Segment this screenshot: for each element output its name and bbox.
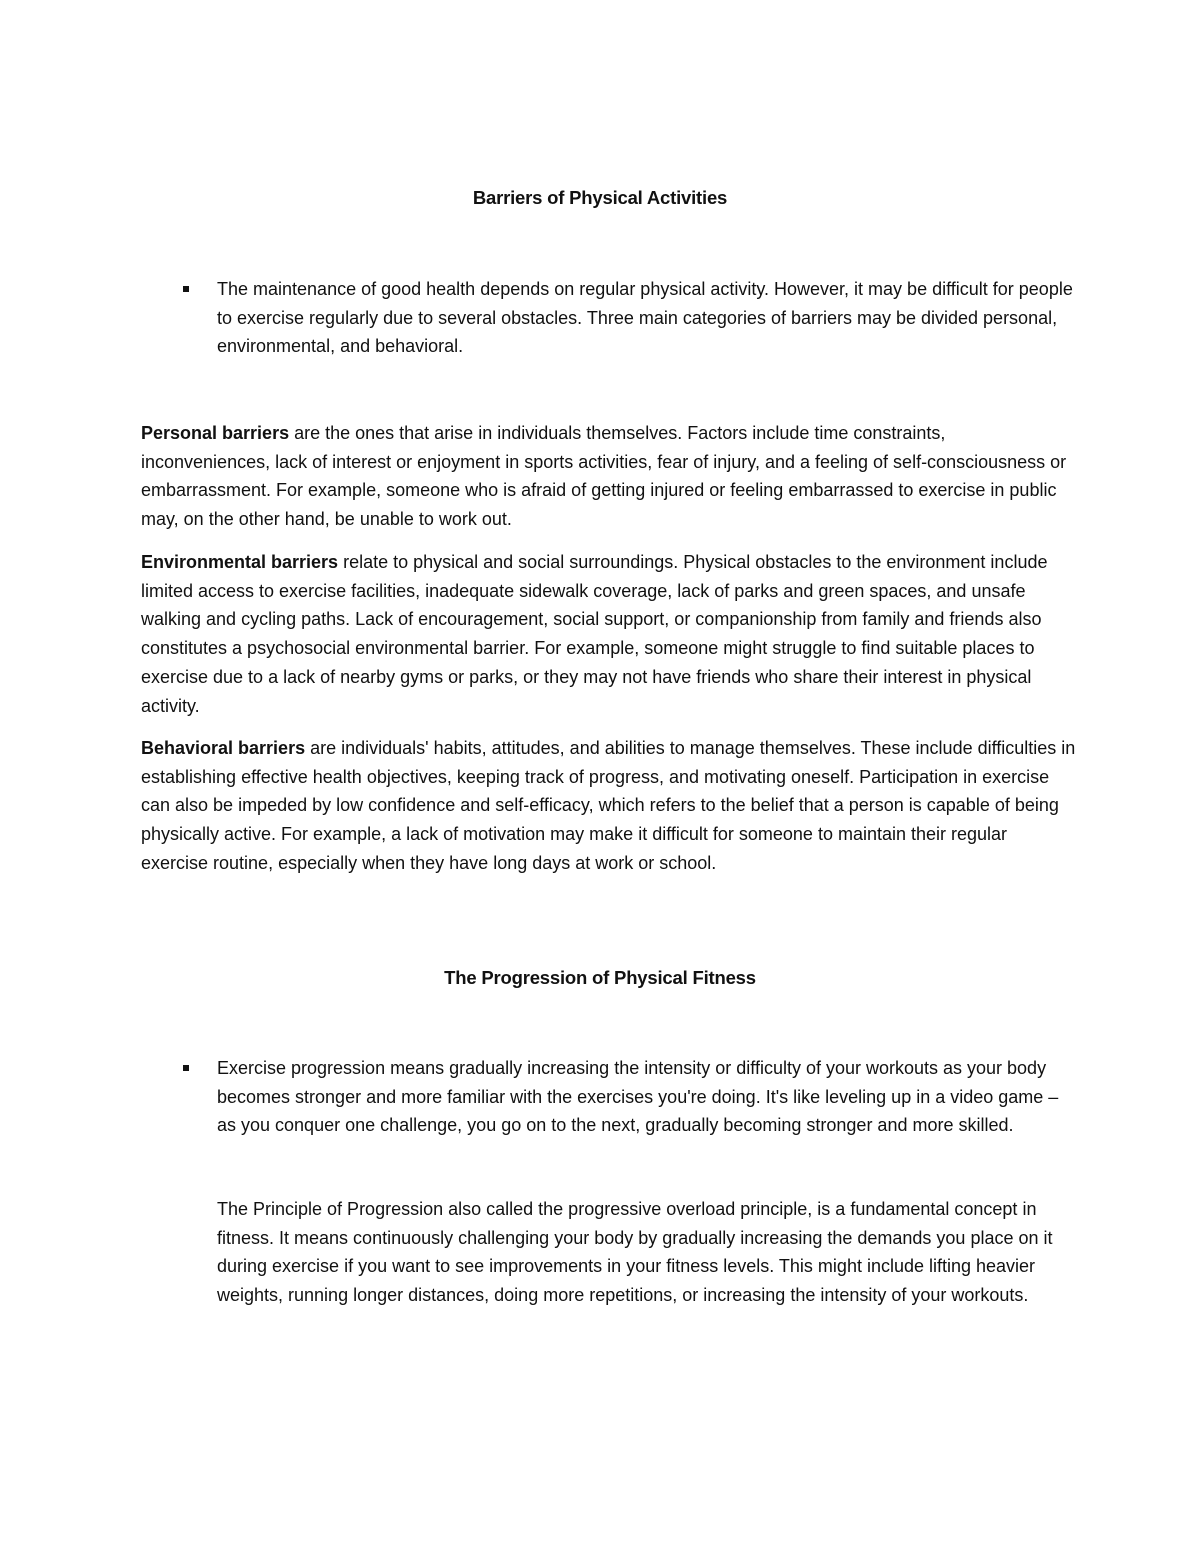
bullet-icon [183,286,189,292]
environmental-barriers-paragraph [141,548,1076,720]
intro-bullet-text: The maintenance of good health depends on regular physical activity. However, it may be difficult for people to exercise regularly due to several obstacles. Three main categories of barriers may be divided personal, environmental, and behavioral. [217,279,1073,357]
behavioral-barriers-text: are individuals' habits, attitudes, and abilities to manage themselves. These include difficulties in establishing effective health objectives, keeping track of progress, and motivating oneself. Participation in exercise can also be impeded by low confidence and self-efficacy, which refers to the belief that a person is capable of being physically active. For example, a lack of motivation may make it difficult for someone to maintain their regular exercise routine, especially when they have long days at work or school. [141,738,1076,873]
personal-barriers-term: Personal barriers [141,423,290,443]
progression-bullet-text: Exercise progression means gradually increasing the intensity or difficulty of your workouts as your body becomes stronger and more familiar with the exercises you're doing. It's like leveling up in a video game – as you conquer one challenge, you go on to the next, gradually becoming stronger and more skilled. [217,1058,1059,1136]
personal-barriers-text: are the ones that arise in individuals themselves. Factors include time constraints, inconveniences, lack of interest or enjoyment in sports activities, fear of injury, and a feeling of self-consciousness or embarrassment. For example, someone who is afraid of getting injured or feeling embarrassed to exercise in public may, on the other hand, be unable to work out. [141,423,1067,530]
behavioral-barriers-paragraph [141,734,1076,878]
behavioral-barriers-term: Behavioral barriers [141,738,306,758]
bullet-icon [183,1065,189,1071]
environmental-barriers-text: relate to physical and social surroundings. Physical obstacles to the environment include limited access to exercise facilities, inadequate sidewalk coverage, lack of parks and green spaces, and unsafe walking and cycling paths. Lack of encouragement, social support, or companionship from family and friends also constitutes a psychosocial environmental barrier. For example, someone might struggle to find suitable places to exercise due to a lack of nearby gyms or parks, or they may not have friends who share their interest in physical activity. [141,552,1048,716]
section-title-progression: The Progression of Physical Fitness [444,967,756,988]
principle-paragraph [217,1195,1077,1310]
environmental-barriers-term: Environmental barriers [141,552,339,572]
intro-bullet-item [217,275,1077,361]
personal-barriers-paragraph [141,419,1076,534]
progression-bullet-item [217,1054,1077,1140]
principle-text: The Principle of Progression also called the progressive overload principle, is a fundamental concept in fitness. It means continuously challenging your body by gradually increasing the demands you place on it during exercise if you want to see improvements in your fitness levels. This might include lifting heavier weights, running longer distances, doing more repetitions, or increasing the intensity of your workouts. [217,1199,1053,1306]
section-title-barriers: Barriers of Physical Activities [472,187,728,208]
